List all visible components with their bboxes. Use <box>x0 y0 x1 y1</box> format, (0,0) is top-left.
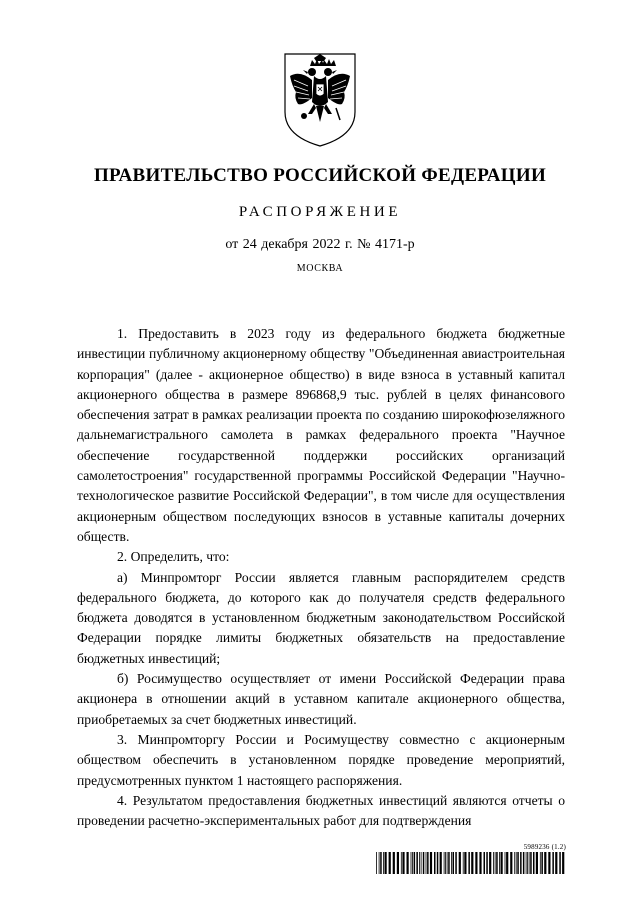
footer-document-code: 5989236 (1.2) <box>523 843 566 851</box>
paragraph-2b: б) Росимущество осуществляет от имени Российской Федерации права акционера в отношении акций в уставном капитале акционерного общества, приобретаемых за счет бюджетных инвестиций. <box>77 671 565 727</box>
document-type: РАСПОРЯЖЕНИЕ <box>238 204 402 220</box>
paragraph-1: 1. Предоставить в 2023 году из федерального бюджета бюджетные инвестиции публичному акционерному обществу "Объединенная авиастроительная корпорация" (далее - акционерное общество) в виде взноса в уставный капитал акционерного общества в размере 896868,9 тыс. рублей в целях финансового обеспечения затрат в рамках реализации проекта по созданию широкофюзеляжного дальнемагистрального самолета в рамках федерального проекта "Научное обеспечение государственной поддержки российских организаций самолетостроения" государственной программы Российской Федерации "Научно-технологическое развитие Российской Федерации", в том числе для осуществления акционерным обществом последующих взносов в уставные капиталы дочерних обществ. <box>77 326 565 544</box>
paragraph-2: 2. Определить, что: <box>117 549 230 565</box>
document-date-number: от 24 декабря 2022 г. № 4171-р <box>225 237 415 252</box>
paragraph-3: 3. Минпромторгу России и Росимуществу совместно с акционерным обществом обеспечить в установленном порядке проведение мероприятий, предусмотренных пунктом 1 настоящего распоряжения. <box>77 731 565 788</box>
document-city: МОСКВА <box>296 263 344 274</box>
paragraph-2a: а) Минпромторг России является главным распорядителем средств федерального бюджета, до которого как до получателя средств федерального бюджета доводятся в установленном бюджетным законодательством Российской Федерации порядке лимиты бюджетных обязательств на предоставление бюджетных инвестиций; <box>77 569 565 666</box>
coat-of-arms-icon <box>282 52 358 148</box>
document-body <box>77 324 565 831</box>
barcode-icon <box>376 852 568 874</box>
paragraph-4: 4. Результатом предоставления бюджетных инвестиций являются отчеты о проведении расчетно-экспериментальных работ для подтверждения <box>77 792 565 829</box>
government-title: ПРАВИТЕЛЬСТВО РОССИЙСКОЙ ФЕДЕРАЦИИ <box>93 165 547 186</box>
